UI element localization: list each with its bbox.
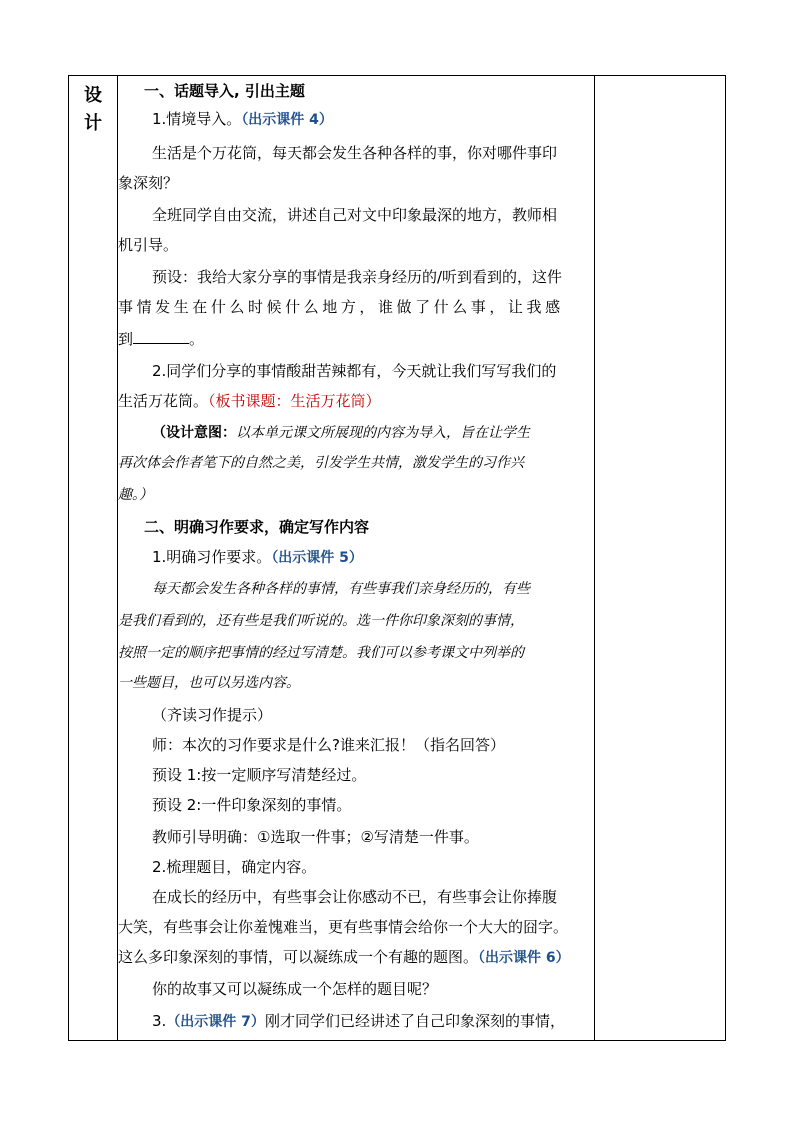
text: 1.明确习作要求。 — [152, 548, 272, 566]
heading-2: 二、明确习作要求，确定写作内容 — [144, 518, 370, 536]
text: 3. — [152, 1012, 167, 1030]
paragraph-line: 教师引导明确：①选取一件事；②写清楚一件事。 — [152, 828, 479, 846]
text: 刚才同学们已经讲述了自己印象深刻的事情， — [264, 1012, 565, 1030]
paragraph-line: 2.梳理题目，确定内容。 — [152, 858, 317, 876]
paragraph-line: 事 情 发 生 在 什 么 时 候 什 么 地 方 ， 谁 做 了 什 么 事 ， 让 我 感 — [118, 298, 560, 316]
paragraph-line — [152, 108, 622, 129]
text: 1.情境导入。 — [152, 110, 242, 128]
paragraph-line: 生活是个万花筒，每天都会发生各种各样的事，你对哪件事印 — [152, 144, 558, 162]
courseware-ref: （出示课件 7） — [166, 1014, 265, 1030]
paragraph-line: 按照一定的顺序把事情的经过写清楚。我们可以参考课文中列举的 — [118, 645, 524, 661]
courseware-ref: （出示课件 4） — [241, 112, 333, 128]
paragraph-line: 象深刻？ — [118, 174, 179, 192]
courseware-ref: （出示课件 6） — [478, 950, 570, 966]
paragraph-line: 全班同学自由交流，讲述自己对文中印象最深的地方，教师相 — [152, 206, 558, 224]
section-label-char: 设 — [84, 85, 102, 106]
design-intent-line: 再次体会作者笔下的自然之美，引发学生共情，激发学生的习作兴 — [118, 455, 524, 471]
text: 这么多印象深刻的事情，可以凝练成一个有趣的题图。 — [118, 948, 479, 966]
paragraph-line: 预设：我给大家分享的事情是我亲身经历的/听到看到的，这件 — [152, 268, 563, 286]
paragraph-line — [118, 946, 588, 967]
design-intent-line: 趣。） — [118, 487, 153, 503]
paragraph-line — [118, 328, 588, 349]
paragraph-line: 预设 2:一件印象深刻的事情。 — [152, 796, 352, 814]
paragraph-line: 机引导。 — [118, 236, 179, 254]
courseware-ref: （出示课件 5） — [271, 550, 363, 566]
section-label — [69, 82, 117, 138]
paragraph-line: 师：本次的习作要求是什么?谁来汇报！（指名回答） — [152, 736, 505, 754]
paragraph-line: 每天都会发生各种各样的事情，有些事我们亲身经历的，有些 — [152, 581, 530, 597]
column-divider-left — [117, 76, 118, 1040]
paragraph-line: 一些题目，也可以另选内容。 — [118, 675, 300, 691]
text: 生活万花筒。 — [118, 392, 209, 410]
paragraph-line: 2.同学们分享的事情酸甜苦辣都有，今天就让我们写写我们的 — [152, 362, 557, 380]
paragraph-line — [118, 390, 588, 411]
paragraph-line — [152, 546, 622, 567]
fill-in-blank — [133, 329, 189, 344]
design-intent-line — [152, 422, 622, 442]
paragraph-line: 大笑，有些事会让你羞愧难当，更有些事情会给你一个大大的囧字。 — [118, 918, 569, 936]
board-title-note: （板书课题：生活万花筒） — [208, 392, 381, 410]
heading-1: 一、话题导入, 引出主题 — [144, 82, 305, 100]
paragraph-line: 你的故事又可以凝练成一个怎样的题目呢？ — [152, 980, 438, 998]
paragraph-line: 是我们看到的，还有些是我们听说的。选一件你印象深刻的事情， — [118, 613, 524, 629]
text: 到 — [118, 330, 134, 348]
design-intent-label: （设计意图： — [152, 425, 236, 441]
section-label-char: 计 — [84, 113, 102, 134]
lesson-plan-table — [68, 75, 726, 1041]
paragraph-line: 预设 1:按一定顺序写清楚经过。 — [152, 766, 367, 784]
text: 以本单元课文所展现的内容为导入，旨在让学生 — [236, 425, 530, 441]
paragraph-line: （齐读习作提示） — [152, 706, 273, 724]
text: 。 — [189, 330, 205, 348]
paragraph-line — [152, 1010, 622, 1031]
paragraph-line: 在成长的经历中，有些事会让你感动不已，有些事会让你捧腹 — [152, 888, 558, 906]
